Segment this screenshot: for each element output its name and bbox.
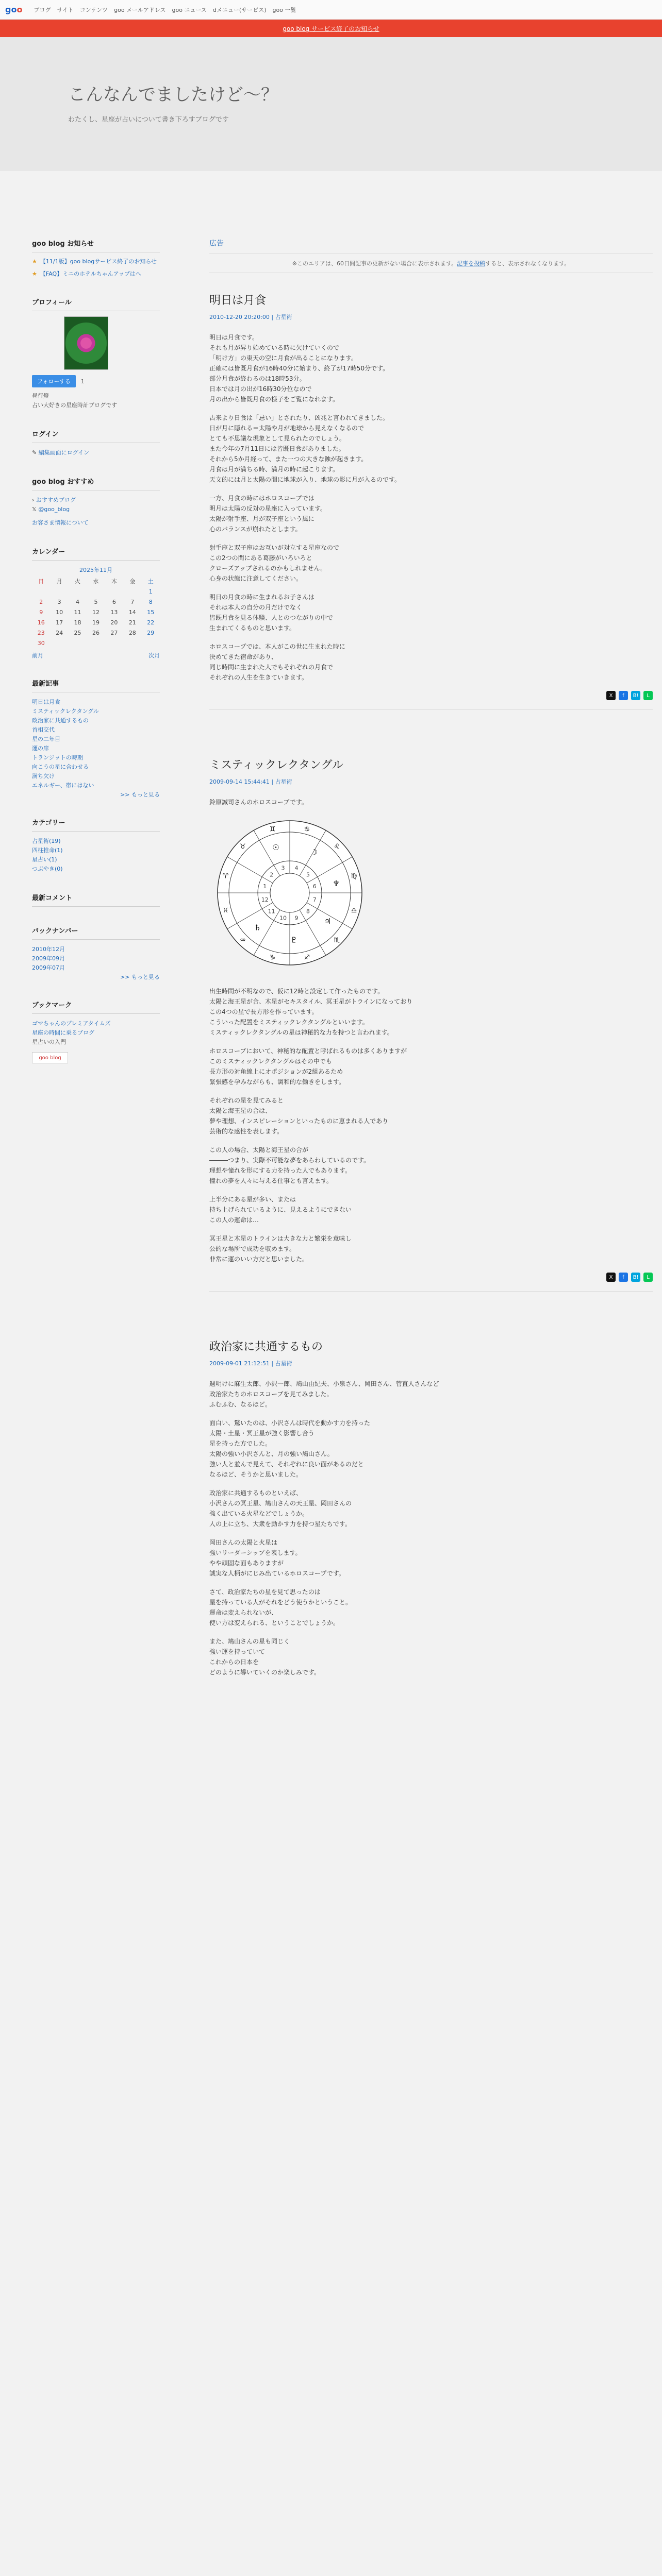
calendar-week (32, 628, 160, 638)
calendar-day: 17 (56, 619, 63, 626)
bullet-icon: ★ (32, 258, 37, 265)
calendar-prev-link[interactable]: 前月 (32, 652, 43, 659)
category-link[interactable]: 四柱推命(1) (32, 847, 63, 854)
layout (0, 171, 662, 1724)
category-box (32, 817, 160, 874)
calendar-week (32, 586, 160, 597)
comments-title: 最新コメント (32, 892, 160, 907)
latest-link[interactable]: 満ち欠け (32, 773, 55, 779)
sign-glyph: ♉ (239, 842, 246, 851)
latest-more-link[interactable]: >> もっと見る (120, 791, 160, 798)
recommend-link[interactable]: @goo_blog (38, 506, 70, 513)
profile-title: プロフィール (32, 297, 160, 311)
global-nav-item[interactable]: コンテンツ (79, 6, 108, 13)
calendar-week (32, 597, 160, 607)
post-paragraph: 古来より日食は「忌い」とされたり、凶兆と言われてきました。 日が月に隠れる＝太陽や月が地球から見えなくなるので とても不思議な現象として見られたのでしょう。 また今年の7月11日には皆既日食がありました。 それから5か月経って、また一つの大きな蝕が起きます。 月食は月が満ちる時、満月の時に起こります。 天文的には月と太陽の間に地球が入り、地球の影に月が入るのです。 (209, 414, 401, 483)
sign-glyph: ♐ (304, 954, 310, 962)
recommend-link[interactable]: お客さま情報について (32, 519, 89, 526)
post-paragraph: 出生時間が不明なので、仮に12時と設定して作ったものです。 太陽と海王星が合、木星がセキスタイル、冥王星がトラインになっており この4つの星で長方形を作っています。 こういった配置をミスティックレクタングルといいます。 ミスティックレクタングルの星は神秘的な力を持つと言われます。 (209, 988, 413, 1036)
calendar-day: 15 (147, 608, 155, 616)
sign-glyph: ♒ (239, 937, 246, 945)
chevron-icon: › (32, 497, 35, 503)
recommend-title: goo blog おすすめ (32, 476, 160, 490)
weekday: 火 (75, 578, 81, 585)
x-icon: 𝕏 (32, 506, 37, 513)
latest-link[interactable]: 向こうの星に合わせる (32, 764, 89, 770)
calendar-day: 29 (147, 629, 155, 636)
sign-glyph: ♈ (222, 872, 229, 880)
calendar-day: 5 (94, 598, 98, 605)
share-line-icon[interactable]: L (643, 1273, 653, 1282)
calendar-day: 25 (74, 629, 81, 636)
ad-text-suffix: すると、表示されなくなります。 (485, 260, 570, 267)
calendar-day: 20 (110, 619, 118, 626)
share-facebook-icon[interactable]: f (619, 1273, 628, 1282)
sign-glyph: ♏ (334, 937, 340, 945)
share-hatena-icon[interactable]: B! (631, 1273, 640, 1282)
calendar-day: 19 (92, 619, 100, 626)
weekday: 土 (147, 578, 154, 585)
post-paragraph: 上半分にある星が多い、または 持ち上げられているように、見えるようにできない この人の運命は… (209, 1196, 352, 1224)
calendar-day: 8 (148, 598, 153, 605)
latest-box (32, 678, 160, 799)
recommend-box (32, 476, 160, 528)
blog-post (209, 1338, 653, 1677)
house-number: 3 (281, 865, 285, 872)
calendar-day: 21 (128, 619, 136, 626)
share-bar (209, 1273, 653, 1282)
post-intro: 鈴原誠司さんのホロスコープです。 (209, 799, 308, 806)
ad-label: 広告 (209, 240, 224, 248)
sign-glyph: ♊ (269, 825, 276, 834)
calendar-day: 10 (56, 608, 63, 616)
calendar-day: 9 (39, 608, 43, 616)
follow-count: 1 (80, 378, 85, 385)
post-article-link[interactable]: 記事を投稿 (457, 260, 486, 267)
calendar-next-link[interactable]: 次月 (148, 652, 160, 659)
post-paragraph: 週明けに麻生太郎、小沢一郎、鳩山由紀夫、小泉さん、岡田さん、菅直人さんなど 政治家たちのホロスコープを見てみました。 ふむふむ、なるほど。 (209, 1380, 439, 1408)
blog-title[interactable]: こんなんでましたけど～？ (68, 84, 278, 105)
calendar-head (32, 576, 160, 586)
backnumber-box (32, 925, 160, 981)
profile-text: 占い大好きの星座時計ブログです (32, 402, 117, 409)
calendar-caption: 2025年11月 (79, 567, 112, 573)
weekday: 月 (56, 578, 62, 585)
calendar-day (32, 586, 50, 597)
calendar-day: 2 (39, 598, 43, 605)
global-nav-item[interactable]: ブログ (34, 6, 51, 13)
post-paragraph: さて、政治家たちの星を見て思ったのは 星を持っている人がそれをどう使うかということ。 運命は変えられないが、 使い方は変えられる、ということでしょうか。 (209, 1588, 352, 1626)
house-number: 12 (261, 896, 269, 903)
house-number: 11 (268, 908, 275, 915)
house-number: 2 (270, 871, 274, 878)
post-paragraph: 面白い、驚いたのは、小沢さんは時代を動かす力を持った 太陽・土星・冥王星が強く影響し合う 星を持った方でした。 太陽の強い小沢さんと、月の強い鳩山さん。 強い人と並んで見えて、それぞれに良い面があるのだと なるほど、そうかと思いました。 (209, 1419, 371, 1478)
share-line-icon[interactable]: L (643, 691, 653, 700)
post-divider (209, 709, 653, 710)
profile-box (32, 297, 160, 410)
latest-link[interactable]: 運の扉 (32, 745, 49, 752)
post-paragraph: この人の場合、太陽と海王星の合が ―――つまり、実際不可能な夢をあらわしているのです。 理想や憧れを形にする力を持った人でもあります。 憧れの夢を人々に与える仕事とも言えます。 (209, 1146, 370, 1184)
service-end-link[interactable]: goo blog サービス終了のお知らせ (283, 25, 379, 32)
planet-glyph: ♇ (290, 935, 298, 945)
calendar-day: 14 (128, 608, 136, 616)
calendar-box (32, 546, 160, 659)
calendar-day: 1 (148, 588, 153, 595)
calendar-day: 7 (130, 598, 135, 605)
calendar-day (50, 586, 68, 597)
backnumber-link[interactable]: 2010年12月 (32, 946, 65, 953)
calendar-title: カレンダー (32, 546, 160, 561)
house-number: 7 (312, 896, 317, 903)
calendar-day: 26 (92, 629, 100, 636)
calendar-day: 24 (56, 629, 63, 636)
category-link[interactable]: 星占い(1) (32, 856, 57, 863)
horoscope-chart (212, 816, 653, 972)
service-end-banner[interactable] (0, 20, 662, 37)
latest-link[interactable]: 首相交代 (32, 726, 55, 733)
calendar-day (50, 638, 68, 648)
share-bar (209, 691, 653, 700)
post-date[interactable]: 2010-12-20 20:20:00 | 占星術 (209, 314, 292, 320)
bookmark-link[interactable]: ゴマちゃんのプレミアタイムズ (32, 1020, 111, 1027)
calendar-week (32, 638, 160, 648)
share-x-icon[interactable]: X (606, 691, 616, 700)
post-title[interactable]: 明日は月食 (209, 294, 267, 307)
sign-glyph: ♓ (222, 907, 229, 915)
weekday: 日 (38, 578, 44, 585)
global-nav-item[interactable]: dメニュー(サービス) (212, 6, 267, 13)
recommend-link[interactable]: おすすめブログ (36, 497, 76, 503)
house-number: 9 (294, 914, 299, 922)
share-hatena-icon[interactable]: B! (631, 691, 640, 700)
post-date[interactable]: 2009-09-01 21:12:51 | 占星術 (209, 1360, 292, 1367)
calendar-day (123, 586, 141, 597)
calendar-week (32, 607, 160, 617)
calendar-week (32, 617, 160, 628)
house-number: 6 (312, 883, 317, 890)
ad-notice (209, 253, 653, 273)
latest-link[interactable]: 星の二年目 (32, 736, 60, 742)
planet-glyph: ♆ (333, 879, 340, 889)
calendar-day (87, 586, 105, 597)
post-paragraph: 一方、月食の時にはホロスコープでは 明月は太陽の反対の星座に入っています。 太陽が射手座、月が双子座という風に 心のバランスが崩れたとします。 (209, 495, 327, 533)
notice-item[interactable] (32, 258, 160, 266)
blog-description: わたくし、星座が占いについて書き下ろすブログです (68, 116, 229, 124)
horoscope-wheel (212, 816, 367, 970)
calendar-day: 23 (37, 629, 45, 636)
latest-link[interactable]: エネルギー、帯にはない (32, 782, 94, 789)
blog-post (209, 292, 653, 710)
backnumber-link[interactable]: 2009年07月 (32, 964, 65, 971)
post-paragraph: 冥王星と木星のトラインは大きな力と繁栄を意味し 公的な場所で成功を収めます。 非常に運のいい方だと思いました。 (209, 1235, 352, 1263)
notices-title: goo blog お知らせ (32, 238, 160, 252)
post-paragraph: 岡田さんの太陽と火星は 強いリーダーシップを表します。 やや頑固な面もありますが 誠実な人柄がにじみ出ているホロスコープです。 (209, 1539, 345, 1577)
post-paragraph: ホロスコープにおいて、神秘的な配置と呼ばれるものは多くありますが このミスティックレクタングルはその中でも 長方形の対角線上にオポジションが2組あるため 緊張感を孕みながらも、調和的な働きをします。 (209, 1047, 407, 1086)
global-nav-item[interactable]: goo メールアドレス (114, 6, 166, 13)
latest-title: 最新記事 (32, 678, 160, 692)
backnumber-more-link[interactable]: >> もっと見る (120, 974, 160, 980)
post-paragraph: また、鳩山さんの星も同じく 強い運を持っていて これからの日本を どのように導いていくのか楽しみです。 (209, 1638, 321, 1676)
post-title[interactable]: ミスティックレクタングル (209, 759, 343, 772)
calendar-day: 30 (37, 639, 45, 647)
sign-glyph: ♌ (334, 842, 340, 851)
house-number: 5 (306, 871, 310, 878)
post-paragraph: 明日の月食の時に生まれるお子さんは それは本人の自分の月だけでなく 皆既月食を見る体験、人とのつながりの中で 生まれてくるものと思います。 (209, 594, 334, 632)
backnumber-link[interactable]: 2009年09月 (32, 955, 65, 962)
calendar-day (123, 638, 141, 648)
post-paragraph: 射手座と双子座はお互いが対立する星座なので この2つの間にある葛藤がいろいろと クローズアップされるのかもしれません。 心身の状態に注意してください。 (209, 544, 340, 582)
goo-blog-badge[interactable]: goo blog (32, 1052, 68, 1063)
bookmark-title: ブックマーク (32, 999, 160, 1014)
category-link[interactable]: つぶやき(0) (32, 866, 63, 872)
sign-glyph: ♍ (351, 872, 357, 880)
share-x-icon[interactable]: X (606, 1273, 616, 1282)
latest-link[interactable]: ミスティックレクタングル (32, 708, 99, 715)
house-number: 8 (306, 908, 310, 915)
calendar-day (87, 638, 105, 648)
post-paragraph: ホロスコープでは、本人がこの世に生まれた時に 決めてきた宿命があり、 同じ時間に生まれた人でもそれぞれの月食で それぞれの人生を生きていきます。 (209, 643, 345, 681)
login-title: ログイン (32, 429, 160, 443)
notice-link[interactable]: 【FAQ】ミニのホテルちゃんアップはへ (40, 270, 141, 277)
sign-glyph: ♑ (269, 954, 276, 962)
post-paragraph: 政治家に共通するものといえば、 小沢さんの冥王星、鳩山さんの天王星、岡田さんの 強く出ている火星などでしょうか。 人の上に立ち、大衆を動かす力を持つ星たちです。 (209, 1489, 352, 1528)
notice-link[interactable]: 【11/1版】goo blogサービス終了のお知らせ (40, 258, 157, 265)
calendar-day: 22 (147, 619, 155, 626)
sidebar (32, 238, 160, 1724)
planet-glyph: ♄ (254, 923, 261, 933)
goo-logo[interactable]: goo (5, 5, 23, 14)
calendar-day: 27 (110, 629, 118, 636)
calendar-day: 6 (112, 598, 116, 605)
latest-link[interactable]: 政治家に共通するもの (32, 717, 89, 724)
calendar-day (105, 638, 123, 648)
post-paragraph: それぞれの星を見てみると 太陽と海王星の合は、 夢や理想、インスピレーションといったものに恵まれる人であり 芸術的な感性を表します。 (209, 1097, 389, 1135)
sign-glyph: ♎ (351, 907, 357, 915)
sign-glyph: ♋ (304, 825, 310, 834)
bookmark-box (32, 999, 160, 1063)
post-date[interactable]: 2009-09-14 15:44:41 | 占星術 (209, 778, 292, 785)
follow-button[interactable]: フォローする (32, 375, 76, 387)
calendar-day: 11 (74, 608, 81, 616)
share-facebook-icon[interactable]: f (619, 691, 628, 700)
bookmark-link[interactable]: 星座の時間に乗るブログ (32, 1029, 94, 1036)
latest-link[interactable]: 明日は月食 (32, 699, 60, 705)
house-number: 4 (294, 865, 299, 872)
weekday: 木 (111, 578, 117, 585)
notices-box (32, 238, 160, 278)
calendar-day (105, 586, 123, 597)
calendar-day (69, 638, 87, 648)
blog-header (0, 37, 662, 171)
global-nav-item[interactable]: goo ニュース (172, 6, 207, 13)
calendar-day: 16 (37, 619, 45, 626)
calendar-day: 18 (74, 619, 81, 626)
blog-post (209, 756, 653, 1292)
weekday: 金 (129, 578, 136, 585)
calendar-day: 12 (92, 608, 100, 616)
house-number: 1 (263, 883, 267, 890)
ad-text-prefix: ※このエリアは、60日間記事の更新がない場合に表示されます。 (292, 260, 457, 267)
login-box (32, 429, 160, 457)
latest-link[interactable]: トランジットの時期 (32, 754, 83, 761)
pencil-icon: ✎ (32, 449, 37, 456)
calendar-day (142, 638, 160, 648)
main-content (209, 238, 653, 1724)
category-title: カテゴリー (32, 817, 160, 832)
planet-glyph: ☉ (272, 843, 279, 853)
bullet-icon: ★ (32, 270, 37, 277)
post-divider (209, 1291, 653, 1292)
house-number: 10 (279, 914, 287, 922)
calendar-day: 28 (128, 629, 136, 636)
global-nav-item[interactable]: サイト (57, 6, 74, 13)
bookmark-sub: 星占いの入門 (32, 1039, 66, 1045)
notice-item[interactable] (32, 270, 160, 278)
category-link[interactable]: 占星術(19) (32, 838, 61, 844)
profile-name[interactable]: 昼行燈 (32, 393, 49, 399)
profile-image (64, 316, 108, 370)
calendar-day: 3 (57, 598, 61, 605)
global-nav (34, 6, 296, 14)
calendar-day (69, 586, 87, 597)
calendar-day: 13 (110, 608, 118, 616)
calendar (32, 566, 160, 648)
weekday: 水 (93, 578, 99, 585)
planet-glyph: ♃ (324, 917, 332, 926)
comments-box (32, 892, 160, 907)
calendar-day: 4 (76, 598, 80, 605)
backnumber-title: バックナンバー (32, 925, 160, 940)
login-link[interactable]: 編集画面にログイン (38, 449, 90, 456)
global-header (0, 0, 662, 20)
post-title[interactable]: 政治家に共通するもの (209, 1341, 323, 1353)
global-nav-item[interactable]: goo 一覧 (272, 6, 296, 13)
post-paragraph: 明日は月食です。 それも月が昇り始めている時に欠けていくので 「明け方」の東天の空に月食が出ることになります。 正確には皆既月食が16時40分に始まり、終了が17時50分です。 部分月食が終わるのは18時53分。 日本では月の出が16時30分位なので 月の出から皆既月食の様子をご覧になれます。 (209, 334, 389, 403)
planet-glyph: ☽ (310, 847, 318, 857)
